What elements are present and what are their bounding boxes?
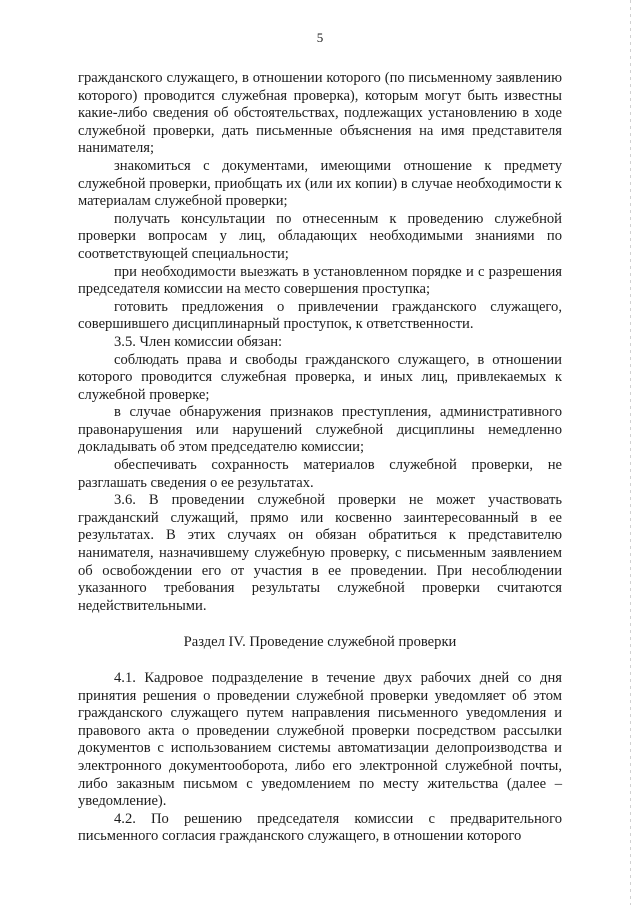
document-body	[78, 70, 562, 846]
paragraph: соблюдать права и свободы гражданского служащего, в отношении которого проводится служебная проверка, и иных лиц, привлекаемых к служебной проверке;	[78, 351, 562, 403]
section-heading: Раздел IV. Проведение служебной проверки	[183, 634, 457, 651]
paragraph: 3.6. В проведении служебной проверки не может участвовать гражданский служащий, прямо или косвенно заинтересованный в ее результатах. В этих случаях он обязан обратиться к представителю нанимателя, назначившему служебную проверку, с письменным заявлением об освобождении его от участия в ее проведении. При несоблюдении указанного требования результаты служебной проверки считаются недействительными.	[78, 492, 562, 614]
paragraph: при необходимости выезжать в установленном порядке и с разрешения председателя комиссии на место совершения проступка;	[78, 263, 562, 298]
paragraph: получать консультации по отнесенным к проведению служебной проверки вопросам у лиц, обладающих необходимыми знаниями по соответствующей специальности;	[78, 210, 562, 262]
paragraph: гражданского служащего, в отношении которого (по письменному заявлению которого) проводится служебная проверка), которым могут быть известны какие-либо сведения об обстоятельствах, подлежащих установлению в ходе служебной проверки, дать письменные объяснения на имя представителя нанимателя;	[78, 70, 562, 157]
paragraph: обеспечивать сохранность материалов служебной проверки, не разглашать сведения о ее результатах.	[78, 457, 562, 491]
paragraph: готовить предложения о привлечении гражданского служащего, совершившего дисциплинарный проступок, к ответственности.	[78, 298, 562, 333]
paragraph: 4.1. Кадровое подразделение в течение двух рабочих дней со дня принятия решения о проведении служебной проверки уведомляет об этом гражданского служащего путем направления письменного уведомления и правового акта о проведении служебной проверки посредством рассылки документов с использованием системы автоматизации делопроизводства и электронного документооборота, либо его электронной служебной почты, либо заказным письмом с уведомлением по месту жительства (далее – уведомление).	[78, 670, 562, 810]
page-number: 5	[316, 30, 324, 45]
page-edge-shadow	[630, 0, 631, 905]
paragraph: знакомиться с документами, имеющими отношение к предмету служебной проверки, приобщать их (или их копии) в случае необходимости к материалам служебной проверки;	[78, 157, 562, 210]
paragraph: 3.5. Член комиссии обязан:	[114, 333, 283, 350]
paragraph: в случае обнаружения признаков преступления, административного правонарушения или нарушений служебной дисциплины немедленно докладывать об этом председателю комиссии;	[78, 404, 562, 456]
paragraph: 4.2. По решению председателя комиссии с предварительного письменного согласия гражданского служащего, в отношении которого	[78, 810, 562, 845]
